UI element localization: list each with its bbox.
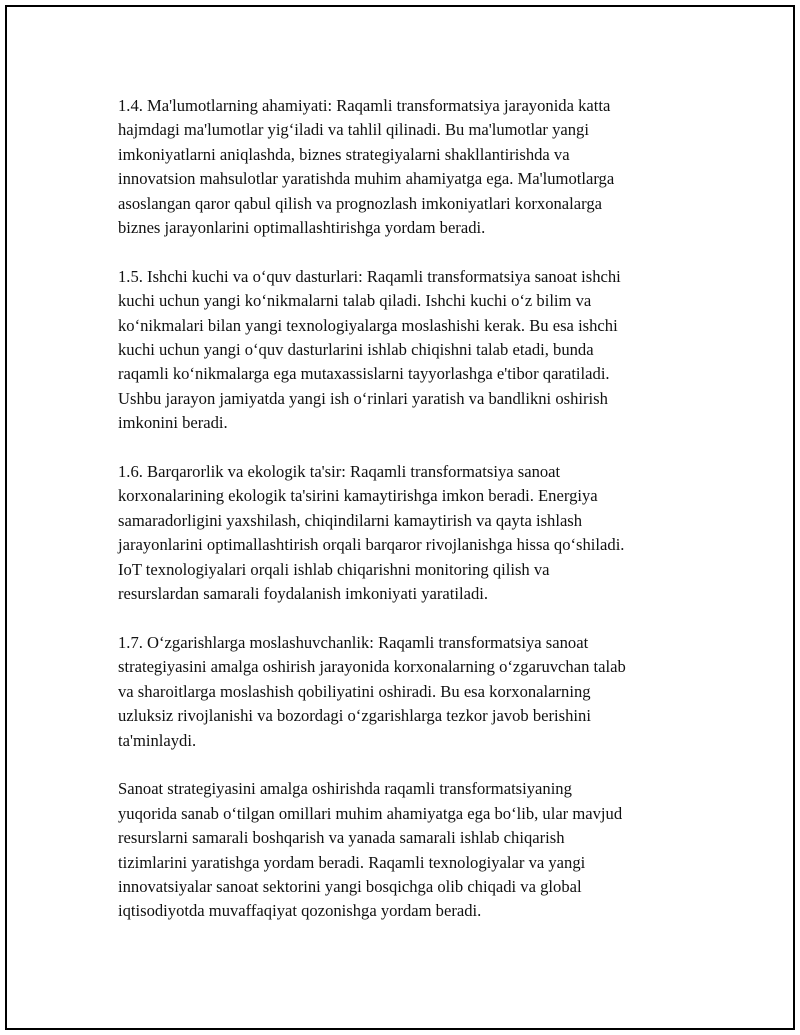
paragraph-conclusion: Sanoat strategiyasini amalga oshirishda raqamli transformatsiyaning yuqorida sanab o‘tilgan omillari muhim ahamiyatga ega bo‘lib, ular mavjud resurslarni samarali boshqarish va yanada samarali ishlab chiqarish tizimlarini yaratishga yordam beradi. Raqamli texnologiyalar va yangi innovatsiyalar sanoat sektorini yangi bosqichga olib chiqadi va global iqtisodiyotda muvaffaqiyat qozonishga yordam beradi. — [118, 779, 623, 921]
paragraph-1-7-adaptability: 1.7. O‘zgarishlarga moslashuvchanlik: Raqamli transformatsiya sanoat strategiyasini amalga oshirish jarayonida korxonalarning o‘zgaruvchan talab va sharoitlarga moslashish qobiliyatini oshiradi. Bu esa korxonalarning uzluksiz rivojlanishi va bozordagi o‘zgarishlarga tezkor javob berishini ta'minlaydi. — [118, 632, 626, 750]
document-body — [118, 94, 688, 948]
paragraph-1-4-data-importance: 1.4. Ma'lumotlarning ahamiyati: Raqamli transformatsiya jarayonida katta hajmdagi ma'lumotlar yig‘iladi va tahlil qilinadi. Bu ma'lumotlar yangi imkoniyatlarni aniqlashda, biznes strategiyalarni shakllantirishda va innovatsion mahsulotlar yaratishda muhim ahamiyatga ega. Ma'lumotlarga asoslangan qaror qabul qilish va prognozlash imkoniyatlari korxonalarga biznes jarayonlarini optimallashtirishga yordam beradi. — [118, 96, 615, 238]
paragraph-1-6-sustainability: 1.6. Barqarorlik va ekologik ta'sir: Raqamli transformatsiya sanoat korxonalarining ekologik ta'sirini kamaytirishga imkon beradi. Energiya samaradorligini yaxshilash, chiqindilarni kamaytirish va qayta ishlash jarayonlarini optimallashtirish orqali barqaror rivojlanishga hissa qo‘shiladi. IoT texnologiyalari orqali ishlab chiqarishni monitoring qilish va resurslardan samarali foydalanish imkoniyati yaratiladi. — [118, 462, 625, 604]
paragraph-1-5-workforce-training: 1.5. Ishchi kuchi va o‘quv dasturlari: Raqamli transformatsiya sanoat ishchi kuchi uchun yangi ko‘nikmalarni talab qiladi. Ishchi kuchi o‘z bilim va ko‘nikmalari bilan yangi texnologiyalarga moslashishi kerak. Bu esa ishchi kuchi uchun yangi o‘quv dasturlarini ishlab chiqishni talab etadi, bunda raqamli ko‘nikmalarga ega mutaxassislarni tayyorlashga e'tibor qaratiladi. Ushbu jarayon jamiyatda yangi ish o‘rinlari yaratish va bandlikni oshirish imkonini beradi. — [118, 266, 621, 433]
